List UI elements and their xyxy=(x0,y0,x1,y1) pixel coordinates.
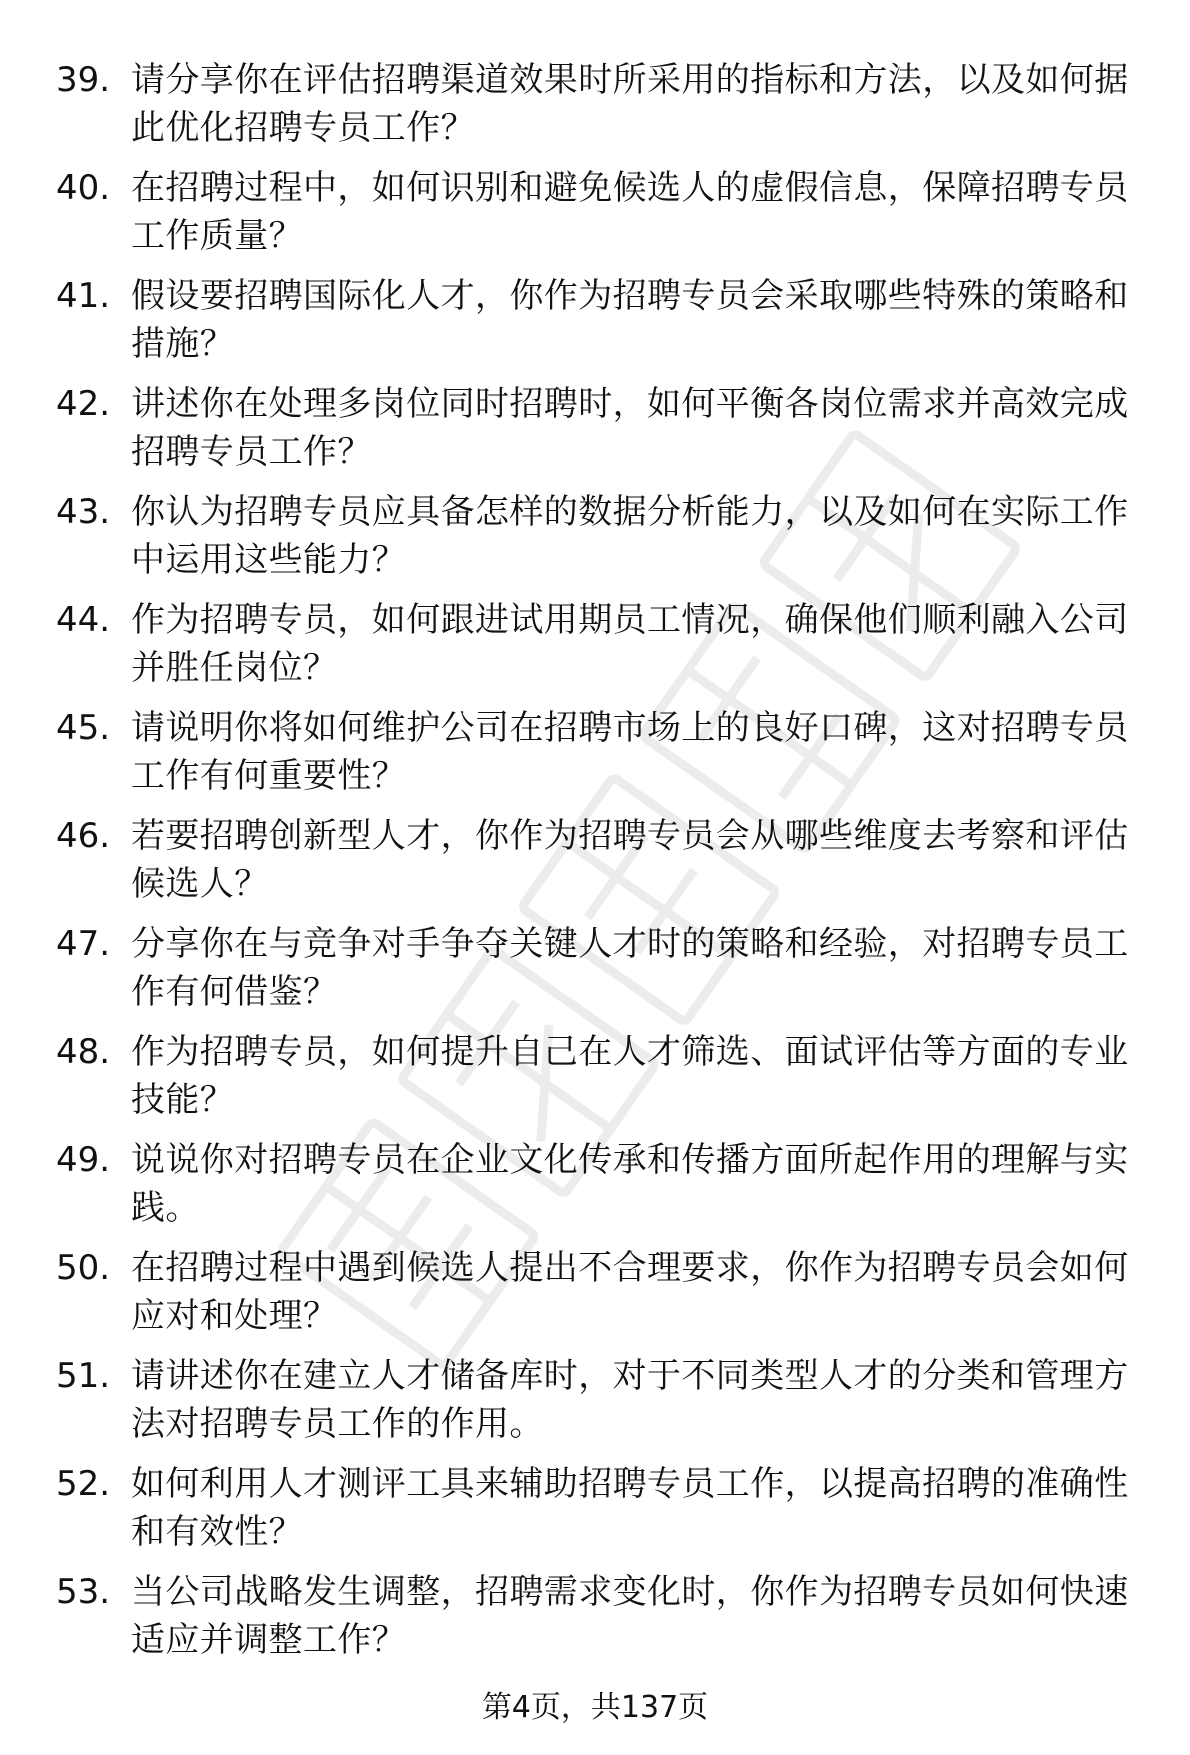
page-number-label: 第4页，共137页 xyxy=(481,1690,709,1725)
question-number: 49. xyxy=(56,1140,111,1180)
list-item xyxy=(0,1014,1190,1122)
list-item xyxy=(0,798,1190,906)
question-number: 41. xyxy=(56,276,111,316)
question-text: 请讲述你在建立人才储备库时，对于不同类型人才的分类和管理方法对招聘专员工作的作用。 xyxy=(131,1356,1129,1444)
question-list xyxy=(0,42,1190,1662)
list-item xyxy=(0,582,1190,690)
question-number: 42. xyxy=(56,384,111,424)
question-text: 假设要招聘国际化人才，你作为招聘专员会采取哪些特殊的策略和措施？ xyxy=(131,276,1129,364)
question-number: 40. xyxy=(56,168,111,208)
question-text: 请说明你将如何维护公司在招聘市场上的良好口碑，这对招聘专员工作有何重要性？ xyxy=(131,708,1129,796)
list-item xyxy=(0,1230,1190,1338)
list-item xyxy=(0,42,1190,150)
question-number: 44. xyxy=(56,600,111,640)
question-number: 46. xyxy=(56,816,111,856)
list-item xyxy=(0,1122,1190,1230)
question-number: 51. xyxy=(56,1356,111,1396)
list-item xyxy=(0,474,1190,582)
list-item xyxy=(0,906,1190,1014)
question-text: 作为招聘专员，如何提升自己在人才筛选、面试评估等方面的专业技能？ xyxy=(131,1032,1129,1120)
question-number: 39. xyxy=(56,60,111,100)
question-text: 你认为招聘专员应具备怎样的数据分析能力，以及如何在实际工作中运用这些能力？ xyxy=(131,492,1129,580)
list-item xyxy=(0,150,1190,258)
question-number: 47. xyxy=(56,924,111,964)
question-text: 若要招聘创新型人才，你作为招聘专员会从哪些维度去考察和评估候选人？ xyxy=(131,816,1129,904)
question-text: 在招聘过程中遇到候选人提出不合理要求，你作为招聘专员会如何应对和处理？ xyxy=(131,1248,1129,1336)
list-item xyxy=(0,258,1190,366)
question-text: 当公司战略发生调整，招聘需求变化时，你作为招聘专员如何快速适应并调整工作？ xyxy=(131,1572,1129,1660)
list-item xyxy=(0,1446,1190,1554)
question-text: 说说你对招聘专员在企业文化传承和传播方面所起作用的理解与实践。 xyxy=(131,1140,1129,1228)
question-number: 52. xyxy=(56,1464,111,1504)
question-number: 50. xyxy=(56,1248,111,1288)
list-item xyxy=(0,366,1190,474)
page-footer xyxy=(0,1688,1190,1728)
question-text: 在招聘过程中，如何识别和避免候选人的虚假信息，保障招聘专员工作质量？ xyxy=(131,168,1129,256)
question-number: 43. xyxy=(56,492,111,532)
question-text: 讲述你在处理多岗位同时招聘时，如何平衡各岗位需求并高效完成招聘专员工作？ xyxy=(131,384,1129,472)
list-item xyxy=(0,1338,1190,1446)
question-number: 48. xyxy=(56,1032,111,1072)
question-text: 如何利用人才测评工具来辅助招聘专员工作，以提高招聘的准确性和有效性？ xyxy=(131,1464,1129,1552)
question-number: 53. xyxy=(56,1572,111,1612)
question-text: 作为招聘专员，如何跟进试用期员工情况，确保他们顺利融入公司并胜任岗位？ xyxy=(131,600,1129,688)
list-item xyxy=(0,1554,1190,1662)
list-item xyxy=(0,690,1190,798)
question-text: 请分享你在评估招聘渠道效果时所采用的指标和方法，以及如何据此优化招聘专员工作？ xyxy=(131,60,1129,148)
question-number: 45. xyxy=(56,708,111,748)
question-text: 分享你在与竞争对手争夺关键人才时的策略和经验，对招聘专员工作有何借鉴？ xyxy=(131,924,1129,1012)
